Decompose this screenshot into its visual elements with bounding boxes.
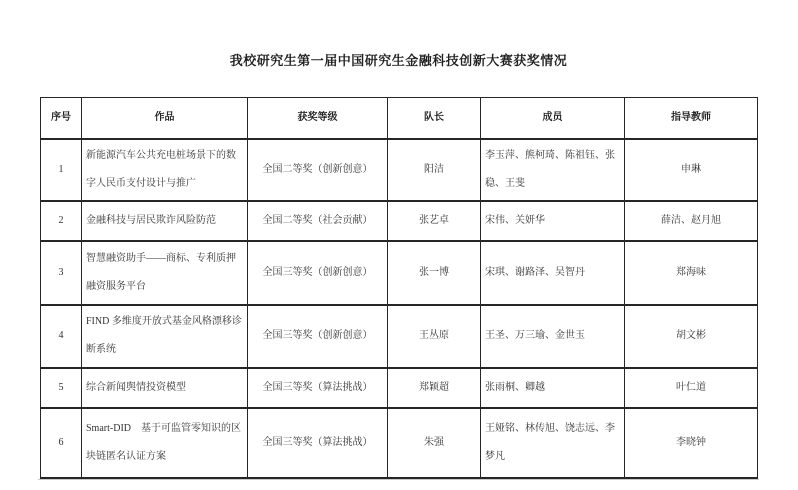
cell-work-title: 新能源汽车公共充电桩场景下的数字人民币支付设计与推广 xyxy=(82,139,248,201)
cell-team-leader: 郑颖超 xyxy=(388,368,481,408)
header-award-level: 获奖等级 xyxy=(248,98,388,139)
cell-advisor: 李晓钟 xyxy=(625,408,758,478)
header-advisor: 指导教师 xyxy=(625,98,758,139)
cell-serial-number: 6 xyxy=(41,408,82,478)
header-work-title: 作品 xyxy=(82,98,248,139)
cell-serial-number: 2 xyxy=(41,201,82,241)
bottom-divider xyxy=(38,479,759,480)
cell-advisor: 薛洁、赵月旭 xyxy=(625,201,758,241)
cell-serial-number: 5 xyxy=(41,368,82,408)
cell-members: 张雨桐、卿越 xyxy=(481,368,625,408)
cell-serial-number: 1 xyxy=(41,139,82,201)
cell-members: 王娅铭、林传旭、饶志远、李梦凡 xyxy=(481,408,625,478)
table-header-row xyxy=(41,98,758,139)
cell-award-level: 全国三等奖（创新创意） xyxy=(248,241,388,305)
cell-serial-number: 4 xyxy=(41,305,82,368)
cell-work-title: 综合新闻舆情投资模型 xyxy=(82,368,248,408)
cell-members: 宋琪、谢路泽、吴智丹 xyxy=(481,241,625,305)
cell-team-leader: 张一博 xyxy=(388,241,481,305)
cell-work-title: Smart-DID 基于可监管零知识的区块链匿名认证方案 xyxy=(82,408,248,478)
cell-advisor: 郑海味 xyxy=(625,241,758,305)
cell-team-leader: 王丛原 xyxy=(388,305,481,368)
cell-award-level: 全国二等奖（社会贡献） xyxy=(248,201,388,241)
cell-work-title: 金融科技与居民欺诈风险防范 xyxy=(82,201,248,241)
header-members: 成员 xyxy=(481,98,625,139)
cell-advisor: 申琳 xyxy=(625,139,758,201)
page-title: 我校研究生第一届中国研究生金融科技创新大赛获奖情况 xyxy=(229,53,568,68)
cell-members: 李玉萍、熊柯琦、陈祖钰、张稳、王斐 xyxy=(481,139,625,201)
cell-award-level: 全国三等奖（算法挑战） xyxy=(248,368,388,408)
cell-serial-number: 3 xyxy=(41,241,82,305)
cell-advisor: 叶仁道 xyxy=(625,368,758,408)
table-row xyxy=(41,201,758,241)
cell-advisor: 胡文彬 xyxy=(625,305,758,368)
cell-award-level: 全国三等奖（算法挑战） xyxy=(248,408,388,478)
table-row xyxy=(41,368,758,408)
header-serial-number: 序号 xyxy=(41,98,82,139)
cell-team-leader: 阳洁 xyxy=(388,139,481,201)
table-row xyxy=(41,139,758,201)
cell-award-level: 全国三等奖（创新创意） xyxy=(248,305,388,368)
cell-team-leader: 张艺卓 xyxy=(388,201,481,241)
cell-work-title: 智慧融资助手——商标、专利质押融资服务平台 xyxy=(82,241,248,305)
table-row xyxy=(41,241,758,305)
awards-table xyxy=(40,97,758,479)
table-row xyxy=(41,305,758,368)
cell-work-title: FIND 多维度开放式基金风格漂移诊断系统 xyxy=(82,305,248,368)
table-row xyxy=(41,408,758,478)
cell-members: 王圣、万三瑜、金世玉 xyxy=(481,305,625,368)
cell-award-level: 全国二等奖（创新创意） xyxy=(248,139,388,201)
header-team-leader: 队长 xyxy=(388,98,481,139)
cell-members: 宋伟、关妍华 xyxy=(481,201,625,241)
cell-team-leader: 朱强 xyxy=(388,408,481,478)
